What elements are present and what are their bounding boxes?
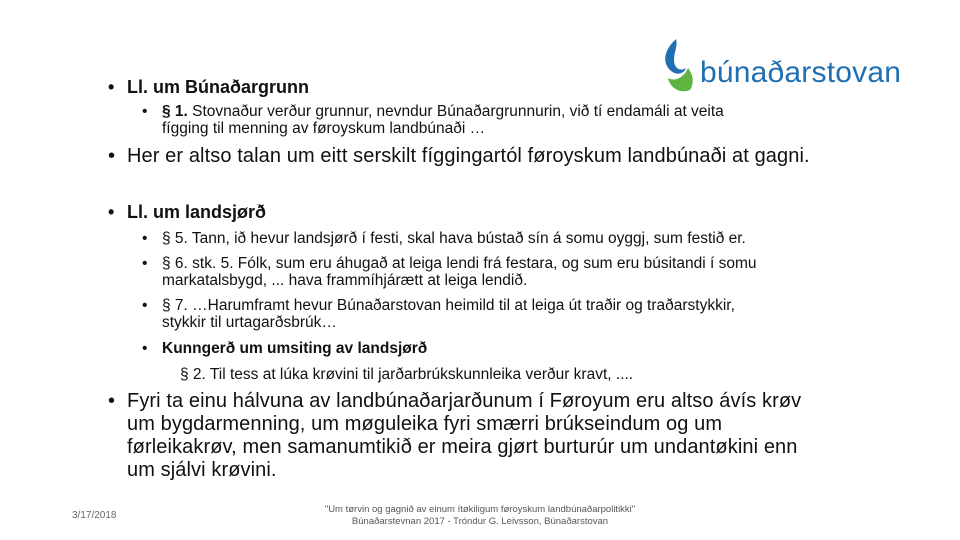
bullet-dot: • (108, 145, 116, 167)
logo-text: búnaðarstovan (700, 56, 902, 89)
big-statement-2-line4: um sjálvi krøvini. (127, 459, 277, 481)
sub-item-kunngerd: Kunngerð um umsiting av landsjørð (162, 340, 428, 357)
heading-landsjord: Ll. um landsjørð (127, 202, 267, 222)
sub-item-section1-line2: fígging til menning av føroyskum landbúnaði … (162, 120, 486, 137)
footer-caption-line2: Búnaðarstevnan 2017 - Tróndur G. Leivsson, Búnaðarstovan (351, 516, 609, 527)
sub-item-section6: § 6. stk. 5. Fólk, sum eru áhugað at leiga lendi frá festara, og sum eru búsitandi í somu (162, 255, 757, 272)
bullet-dot: • (108, 77, 115, 97)
sub-item-section1-text: Stovnaður verður grunnur, nevndur Búnaðargrunnurin, við tí endamáli at veita (187, 103, 724, 120)
sub-item-section7-line2: stykkir til urtagarðsbrúk… (162, 314, 337, 331)
heading-bunadargrunn: Ll. um Búnaðargrunn (127, 77, 309, 97)
sub-item-section6-line2: markatalsbygd, ... hava frammíhjárætt at leiga lendið. (162, 272, 528, 289)
footer-caption (250, 504, 710, 528)
logo (660, 38, 902, 100)
bullet-dot: • (142, 255, 148, 272)
bullet-dot: • (142, 103, 148, 120)
logo-drop-icon (662, 38, 696, 100)
bullet-dot: • (108, 390, 116, 412)
bullet-dot: • (142, 297, 148, 314)
bullet-dot: • (108, 202, 115, 222)
logo-drop-blue (665, 39, 686, 74)
big-statement-1: Her er altso talan um eitt serskilt fíggingartól føroyskum landbúnaði at gagni. (127, 145, 810, 167)
sub-item-kunngerd-detail: § 2. Til tess at lúka krøvini til jarðarbrúkskunnleika verður kravt, .... (180, 366, 634, 383)
footer-date: 3/17/2018 (72, 510, 117, 521)
footer-caption-line1: "Um tørvin og gagnið av einum ítøkiligum føroyskum landbúnaðarpolitikki" (324, 504, 636, 515)
sub-item-section1-bold: § 1. (162, 103, 188, 120)
big-statement-2-line1: Fyri ta einu hálvuna av landbúnaðarjarðunum í Føroyum eru altso ávís krøv (127, 390, 802, 412)
sub-item-section7: § 7. …Harumframt hevur Búnaðarstovan heimild til at leiga út traðir og traðarstykkir, (162, 297, 735, 314)
sub-item-section1 (162, 103, 724, 120)
big-statement-2-line3: førleikakrøv, men samanumtikið er meira gjørt burturúr um undantøkini enn (127, 436, 798, 458)
bullet-dot: • (142, 340, 148, 357)
sub-item-section5: § 5. Tann, ið hevur landsjørð í festi, skal hava bústað sín á somu oyggj, sum festið er. (162, 230, 746, 247)
bullet-dot: • (142, 230, 148, 247)
big-statement-2-line2: um bygdarmenning, um møguleika fyri smærri brúkseindum og um (127, 413, 723, 435)
